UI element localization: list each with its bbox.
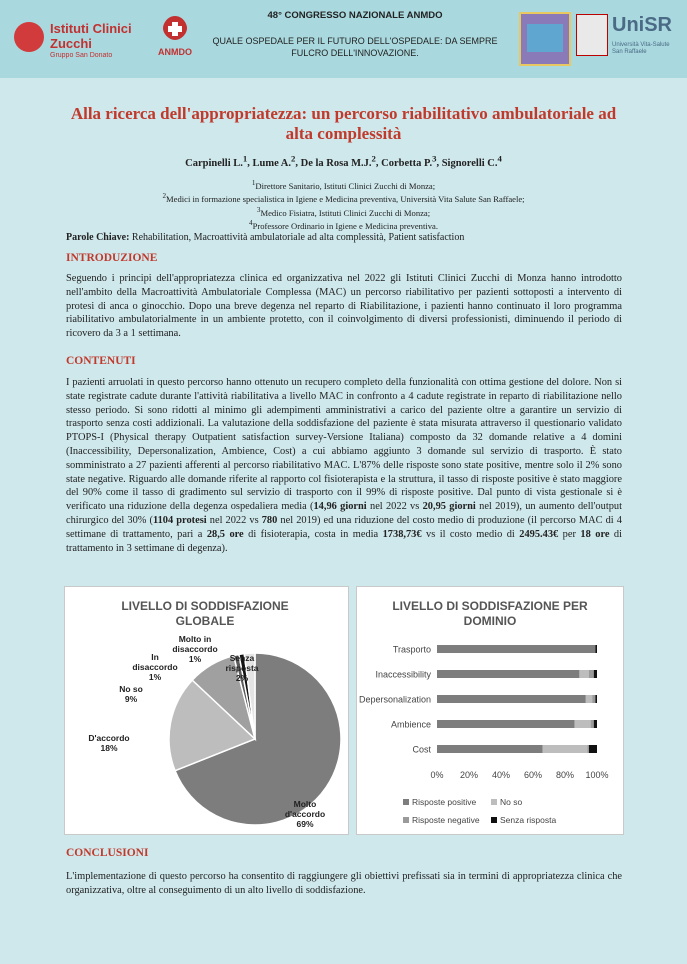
- legend-swatch: [403, 799, 409, 805]
- bar-segment: [589, 670, 594, 678]
- paper-title: Alla ricerca dell'appropriatezza: un percorso riabilitativo ambulatoriale ad alta complessità: [70, 104, 617, 143]
- tick-label: 0%: [430, 770, 444, 780]
- highlight-value: 14,96 giorni: [313, 501, 367, 513]
- affiliation: $^3$Medico Fisiatra, Istituti Clinici Zucchi di Monza;: [256, 205, 431, 218]
- intro-paragraph: Seguendo i principi dell'appropriatezza clinica ed organizzativa nel 2022 gli Istituti Clinici Zucchi di Monza hanno introdotto nell'ambito della Macroattività Ambulatoriale Complessa (MAC) un percorso riabilitativo per pazienti sottoposti a intervento di protesi di anca o ginocchio. Dopo una breve degenza nel reparto di Riabilitazione, i pazienti hanno continuato il loro programma riabilitativo ambulatorialmente in un ambiente protetto, con il coinvolgimento di diversi professionisti, diminuendo il periodo di ricovero da 3 a 1 settimana.: [66, 273, 622, 340]
- congress-info: [205, 10, 505, 59]
- bar-segment: [595, 645, 597, 653]
- text-run: nel 2022 vs: [206, 514, 262, 526]
- tick-label: 60%: [523, 770, 543, 780]
- bar-segment: [437, 745, 543, 753]
- zucchi-logo-line3: Gruppo San Donato: [50, 52, 113, 59]
- pie-chart-panel: [64, 586, 349, 835]
- event-badge-logo: [519, 12, 571, 66]
- conclusions-paragraph: L'implementazione di questo percorso ha consentito di raggiungere gli obiettivi prefissati sia in termini di appropriatezza clinica che organizzativa, oltre al conseguimento di un alto livello di soddisfazione.: [66, 871, 622, 896]
- bar-segment: [437, 695, 586, 703]
- unisr-logo: [576, 12, 676, 66]
- bar-segment: [592, 695, 595, 703]
- bar-segment: [575, 720, 591, 728]
- text-run: nel 2022 vs: [366, 501, 423, 513]
- anmdo-logo-icon: [158, 14, 192, 42]
- zucchi-logo-line2: Zucchi: [50, 36, 92, 51]
- text-run: I pazienti arruolati in questo percorso hanno ottenuto un recupero completo della funzionalità con ottima gestione del dolore. Non si state registrate cadute durante l'attività riabilitativa a livello MAC in confronto a 4 cadute registrate in reparto di riabilitazione nello stesso periodo. Si sono ridotti al minimo gli adempimenti amministrativi a carico del paziente oltre a garantire un servizio di trasporto senza costi addizionali. La valutazione della soddisfazione del paziente è stata misurata attraverso il questionario validato PTOPS-I (Physical therapy Outpatient satisfaction survey-Versione Italiana) composto da 32 domande relative a 4 domini (Inaccessibility, Depersonalization, Ambience, Cost) a cui abbiamo aggiunto 3 domande sul servizio di trasporto. È stato somministrato a 27 pazienti afferenti al percorso riabilitativo MAC. L'87% delle risposte sono state positive, mentre solo il 2% sono state negative. Riguardo alle domande riferite al rapporto col fisioterapista e la struttura, il tasso di risposte positive è stato maggiore del 90% come il tasso di gradimento sul servizio di trasporto con il 99% di risposte positive. Dal punto di vista gestionale si è verificato una riduzione della degenza ospedaliera media (: [66, 377, 622, 513]
- category-label: Inaccessibility: [375, 669, 431, 680]
- highlight-value: 1104 protesi: [152, 514, 207, 526]
- author: Corbetta P.$^3$: [381, 153, 437, 169]
- legend-label: Risposte negative: [412, 815, 480, 825]
- tick-label: 80%: [555, 770, 575, 780]
- author: De la Rosa M.J.$^2$: [300, 153, 376, 169]
- affiliation: $^1$Direttore Sanitario, Istituti Clinici Zucchi di Monza;: [251, 179, 436, 191]
- highlight-value: 780: [261, 514, 278, 526]
- text-run: vs il costo medio di: [421, 528, 520, 540]
- bar-segment: [437, 645, 595, 653]
- legend-label: Senza risposta: [500, 815, 557, 825]
- affiliations: [60, 178, 627, 232]
- text-run: di fisioterapia, costa in media: [243, 528, 383, 540]
- bar-segment: [543, 745, 588, 753]
- pie-chart-title: LIVELLO DI SODDISFAZIONE GLOBALE: [121, 599, 289, 628]
- highlight-value: 28,5 ore: [206, 528, 244, 540]
- contents-heading: CONTENUTI: [66, 355, 136, 367]
- conclusions-heading: CONCLUSIONI: [66, 847, 149, 859]
- congress-theme: QUALE OSPEDALE PER IL FUTURO DELL'OSPEDALE: DA SEMPRE FULCRO DELL'INNOVAZIONE.: [212, 36, 498, 58]
- keywords: [66, 232, 626, 243]
- tick-label: 20%: [459, 770, 479, 780]
- affiliation: $^4$Professore Ordinario in Igiene e Medicina preventiva.: [249, 219, 438, 232]
- bar-segment: [437, 720, 575, 728]
- keywords-text: Rehabilitation, Macroattività ambulatoriale ad alta complessità, Patient satisfaction: [131, 232, 465, 243]
- affiliation: $^2$Medici in formazione specialistica in Igiene e Medicina preventiva, Università Vita Salute San Raffaele;: [162, 192, 525, 205]
- tick-label: 40%: [491, 770, 511, 780]
- bar-chart: [357, 587, 623, 834]
- legend-swatch: [491, 799, 497, 805]
- bar-segment: [579, 670, 589, 678]
- category-label: Ambience: [390, 719, 431, 730]
- tick-label: 100%: [585, 770, 609, 780]
- pie-slice-label: In disaccordo 1%: [132, 652, 178, 682]
- pie-slice-label: D'accordo 18%: [88, 733, 130, 753]
- pie-slice-label: Senza risposta 2%: [225, 653, 259, 683]
- zucchi-logo: [14, 18, 144, 60]
- highlight-value: 18 ore: [580, 528, 610, 540]
- author-list: Carpinelli L.$^1$, Lume A.$^2$, De la Rosa M.J.$^2$, Corbetta P.$^3$, Signorelli C.$^4$: [185, 153, 502, 169]
- bar-chart-title: LIVELLO DI SODDISFAZIONE PER DOMINIO: [392, 599, 588, 628]
- text-run: nel 2019), un aumento dell'output chirurgico del 30% (: [66, 501, 622, 526]
- bar-chart-panel: [356, 586, 624, 835]
- legend-label: Risposte positive: [412, 797, 477, 807]
- contents-paragraph: [66, 376, 622, 555]
- header-banner: [0, 0, 687, 78]
- category-label: Depersonalization: [358, 694, 431, 705]
- bar-segment: [437, 670, 579, 678]
- pie-slice-label: Molto d'accordo 69%: [284, 799, 326, 829]
- keywords-label: Parole Chiave:: [66, 232, 130, 243]
- legend-label: No so: [500, 797, 523, 807]
- zucchi-logo-icon: [14, 22, 44, 52]
- pie-slice-label: No so 9%: [119, 684, 143, 704]
- author: Carpinelli L.$^1$: [185, 153, 248, 169]
- unisr-logo-sub: Università Vita-Salute San Raffaele: [612, 42, 670, 55]
- category-label: Trasporto: [392, 644, 431, 655]
- bar-segment: [586, 695, 592, 703]
- unisr-logo-name: UniSR: [612, 14, 672, 36]
- bar-segment: [591, 720, 594, 728]
- highlight-value: 2495.43€: [519, 528, 559, 540]
- event-badge-image: [527, 24, 563, 52]
- category-label: Cost: [412, 744, 431, 755]
- bar-segment: [594, 720, 597, 728]
- legend-swatch: [403, 817, 409, 823]
- pie-slice-label: Molto in disaccordo 1%: [172, 634, 218, 664]
- congress-title: 48° CONGRESSO NAZIONALE ANMDO: [267, 10, 443, 21]
- pie-chart: [65, 587, 348, 834]
- text-run: per: [558, 528, 581, 540]
- bar-segment: [587, 745, 589, 753]
- text-run: di trattamento in 3 settimane di degenza).: [66, 528, 623, 554]
- author: Signorelli C.$^4$: [441, 153, 502, 169]
- legend-swatch: [491, 817, 497, 823]
- bar-segment: [594, 670, 597, 678]
- anmdo-logo-text: ANMDO: [158, 47, 192, 57]
- intro-heading: INTRODUZIONE: [66, 252, 158, 264]
- highlight-value: 20,95 giorni: [422, 501, 476, 513]
- author: Lume A.$^2$: [252, 153, 296, 169]
- unisr-shield-icon: [576, 14, 608, 56]
- bar-segment: [589, 745, 597, 753]
- anmdo-logo: [152, 14, 198, 64]
- text-run: nel 2019) ed una riduzione del costo medio di produzione (il percorso MAC di 4 settimane di trattamento, pari a: [66, 514, 622, 540]
- highlight-value: 1738,73€: [382, 528, 422, 540]
- zucchi-logo-line1: Istituti Clinici: [50, 21, 132, 36]
- bar-segment: [595, 695, 597, 703]
